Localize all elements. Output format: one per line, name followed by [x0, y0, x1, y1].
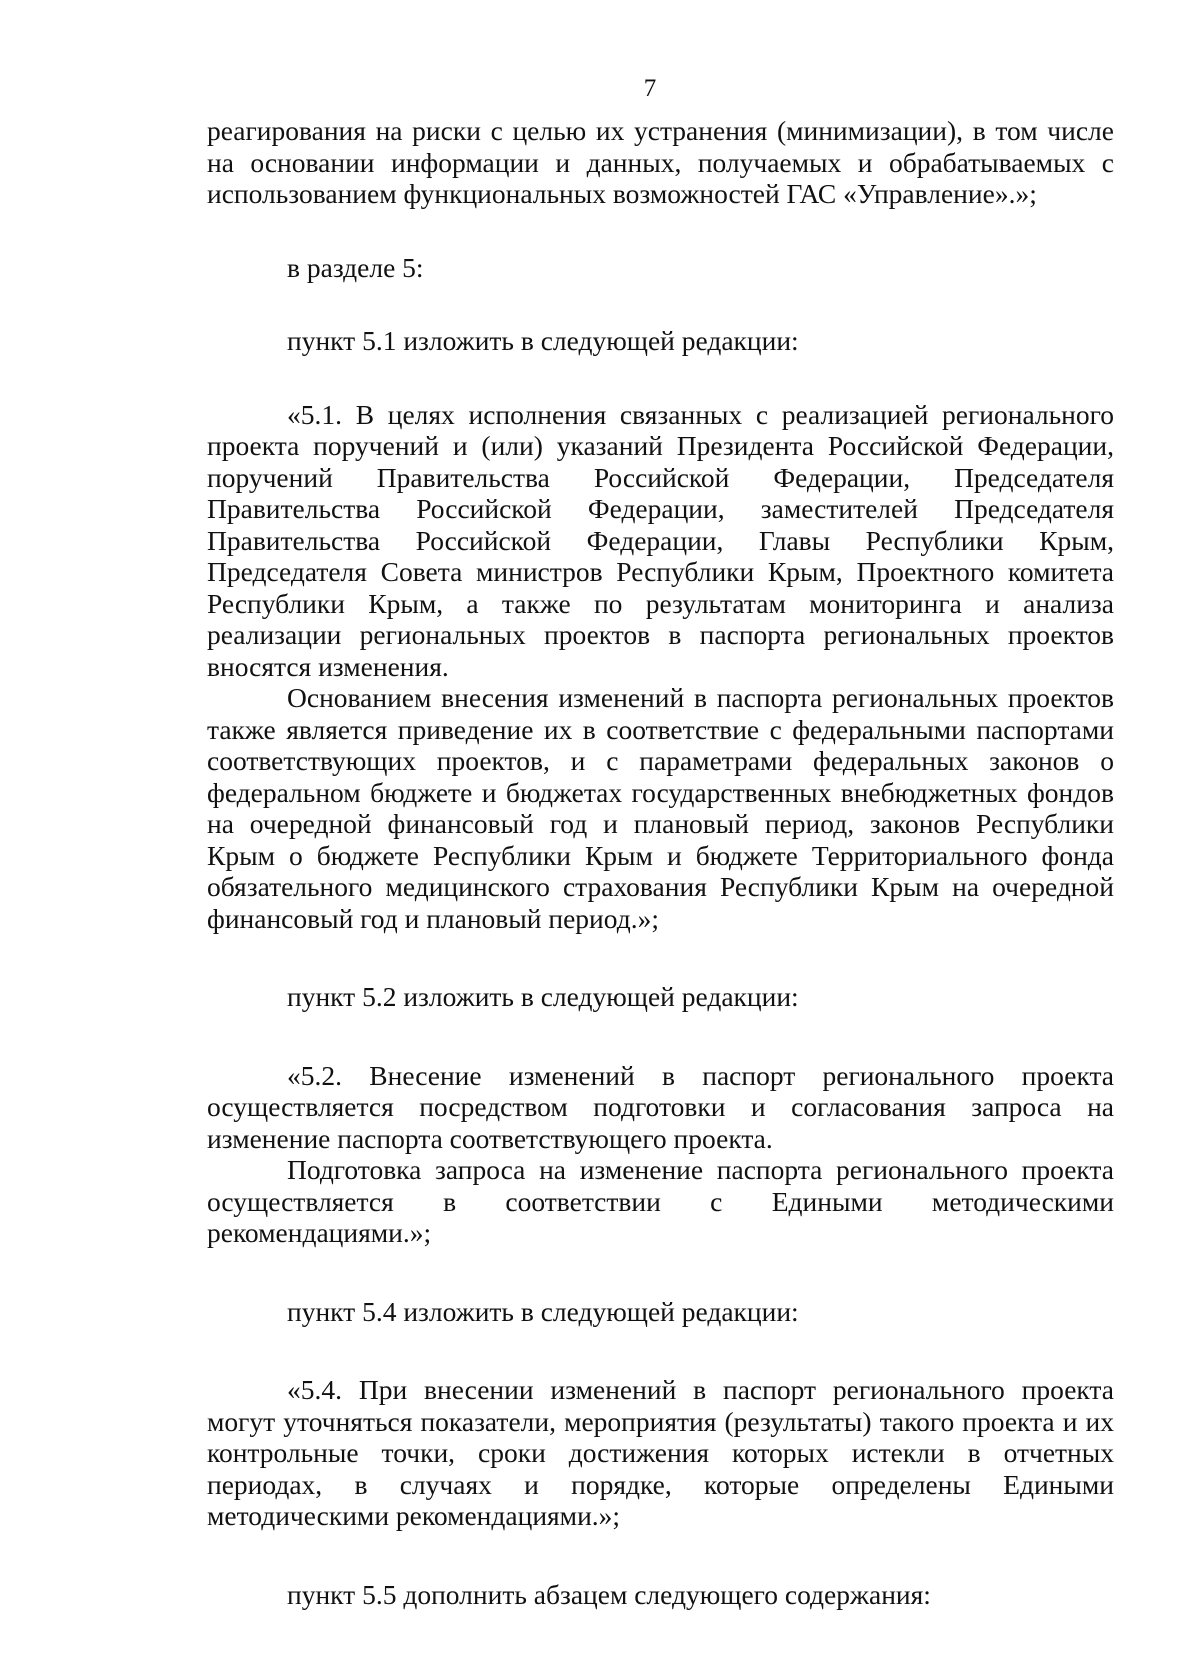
paragraph-item-5-2-preparation: Подготовка запроса на изменение паспорта регионального проекта осуществляется в соответствии с Едиными методическими рекомендациями.»;: [207, 1154, 1114, 1248]
paragraph-item-5-2-text: «5.2. Внесение изменений в паспорт регионального проекта осуществляется посредством подготовки и согласования запроса на изменение паспорта соответствующего проекта.: [207, 1059, 1114, 1154]
paragraph-item-5-4-intro: пункт 5.4 изложить в следующей редакции:: [287, 1295, 799, 1327]
paragraph-section-5: в разделе 5:: [287, 251, 424, 283]
paragraph-item-5-1-text: «5.1. В целях исполнения связанных с реализацией регионального проекта поручений и (или) указаний Президента Российской Федерации, поручений Правительства Российской Федерации, Председателя Правительства Российской Федерации, заместителей Председателя Правительства Российской Федерации, Главы Республики Крым, Председателя Совета министров Республики Крым, Проектного комитета Республики Крым, а также по результатам мониторинга и анализа реализации региональных проектов в паспорта региональных проектов вносятся изменения.: [207, 398, 1114, 682]
paragraph-item-5-1-basis: Основанием внесения изменений в паспорта региональных проектов также является приведение их в соответствие с федеральными паспортами соответствующих проектов, и с параметрами федеральных законов о федеральном бюджете и бюджетах государственных внебюджетных фондов на очередной финансовый год и плановый период, законов Республики Крым о бюджете Республики Крым и бюджете Территориального фонда обязательного медицинского страхования Республики Крым на очередной финансовый год и плановый период.»;: [207, 682, 1114, 934]
paragraph-item-5-4-text: «5.4. При внесении изменений в паспорт регионального проекта могут уточняться показатели, мероприятия (результаты) такого проекта и их контрольные точки, сроки достижения которых истекли в отчетных периодах, в случаях и порядке, которые определены Едиными методическими рекомендациями.»;: [207, 1374, 1114, 1531]
paragraph-continuation: реагирования на риски с целью их устранения (минимизации), в том числе на основании информации и данных, получаемых и обрабатываемых с использованием функциональных возможностей ГАС «Управление».»;: [207, 115, 1114, 209]
paragraph-item-5-5-intro: пункт 5.5 дополнить абзацем следующего содержания:: [287, 1578, 931, 1610]
document-body: [207, 115, 1114, 1610]
paragraph-item-5-2-intro: пункт 5.2 изложить в следующей редакции:: [287, 981, 799, 1012]
page-number: 7: [643, 75, 657, 102]
paragraph-item-5-1-intro: пункт 5.1 изложить в следующей редакции:: [287, 325, 799, 356]
